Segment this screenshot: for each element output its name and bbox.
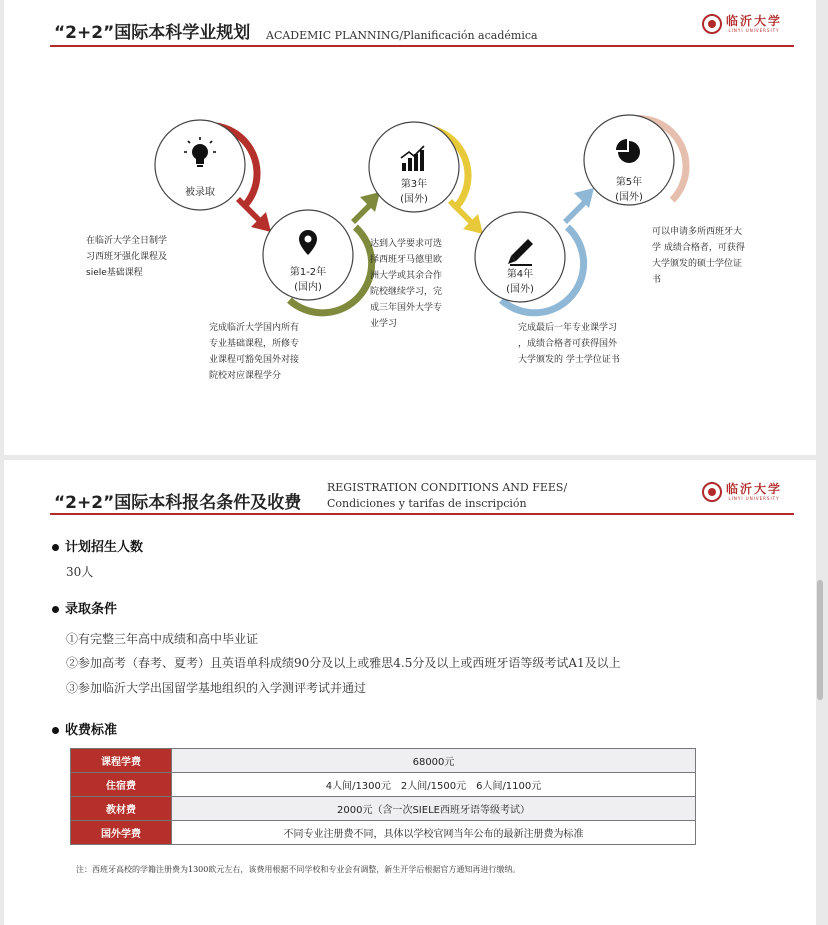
bullet-icon: [52, 727, 59, 734]
university-logo: [702, 482, 782, 502]
fee-item: 课程学费: [71, 749, 172, 773]
registration-subtitle: REGISTRATION CONDITIONS AND FEES/ Condiciones y tarifas de inscripción: [327, 481, 568, 510]
fee-value: 2000元（含一次SIELE西班牙语等级考试）: [172, 797, 696, 821]
enrollment-value: 30人: [66, 565, 94, 579]
step3-label: 第3年 (国外): [400, 179, 428, 205]
title-divider: [50, 513, 794, 515]
step4-label: 第4年 (国外): [506, 269, 534, 295]
fees-table: [70, 748, 696, 845]
fee-item: 住宿费: [71, 773, 172, 797]
table-row: [71, 749, 696, 773]
step5-label: 第5年 (国外): [615, 177, 643, 203]
arrow-3-to-4: [448, 199, 483, 234]
fee-note: 注：西班牙高校的学籍注册费为1300欧元左右，该费用根据不同学校和专业会有调整，新生开学后根据官方通知再进行缴纳。: [76, 865, 521, 874]
registration-title: “2+2”国际本科报名条件及收费: [54, 493, 302, 513]
condition-item: ①有完整三年高中成绩和高中毕业证: [66, 632, 259, 646]
logo-chinese-name: 临沂大学: [726, 13, 783, 28]
step4-description: 完成最后一年专业课学习 ，成绩合格者可获得国外 大学颁发的 学士学位证书: [518, 323, 620, 365]
scrollbar-thumb[interactable]: [817, 580, 823, 700]
logo-chinese-name: 临沂大学: [726, 481, 783, 496]
arrow-1-to-2: [236, 197, 271, 232]
step1-description: 在临沂大学全日制学 习西班牙强化课程及 siele基础课程: [86, 236, 168, 278]
enrollment-heading: 计划招生人数: [52, 536, 143, 555]
fees-heading: 收费标准: [52, 719, 117, 738]
condition-item: ②参加高考（春考、夏考）且英语单科成绩90分及以上或雅思4.5分及以上或西班牙语等级考试A1及以上: [66, 656, 621, 670]
logo-english-name: LINYI UNIVERSITY: [728, 27, 780, 33]
step5-description: 可以申请多所西班牙大 学 成绩合格者，可获得 大学颁发的硕士学位证 书: [652, 227, 745, 285]
university-seal-icon: [702, 482, 722, 502]
table-row: [71, 821, 696, 845]
step1-label: 被录取: [185, 187, 215, 198]
fee-item: 国外学费: [71, 821, 172, 845]
planning-title: “2+2”国际本科学业规划: [54, 23, 251, 43]
logo-english-name: LINYI UNIVERSITY: [728, 495, 780, 501]
table-row: [71, 773, 696, 797]
step2-description: 完成临沂大学国内所有 专业基础课程，所修专 业课程可豁免国外对接 院校对应课程学分: [209, 323, 300, 381]
bullet-icon: [52, 544, 59, 551]
registration-slide: [4, 460, 816, 925]
step3-description: 达到入学要求可选 择西班牙马德里欧 洲大学或其余合作 院校继续学习，完 成三年国外大学专 业学习: [370, 239, 443, 329]
table-row: [71, 797, 696, 821]
condition-item: ③参加临沂大学出国留学基地组织的入学测评考试并通过: [66, 681, 367, 695]
fee-value: 不同专业注册费不同，具体以学校官网当年公布的最新注册费为标准: [172, 821, 696, 845]
planning-subtitle: ACADEMIC PLANNING/Planificación académica: [266, 29, 538, 42]
fee-value: 4人间/1300元 2人间/1500元 6人间/1100元: [172, 773, 696, 797]
arrow-2-to-3: [351, 192, 380, 224]
academic-planning-slide: [4, 0, 816, 455]
admission-heading: 录取条件: [52, 598, 117, 617]
step2-label: 第1-2年 (国内): [289, 267, 327, 293]
fee-value: 68000元: [172, 749, 696, 773]
arrow-4-to-5: [563, 188, 594, 224]
bullet-icon: [52, 606, 59, 613]
fee-item: 教材费: [71, 797, 172, 821]
